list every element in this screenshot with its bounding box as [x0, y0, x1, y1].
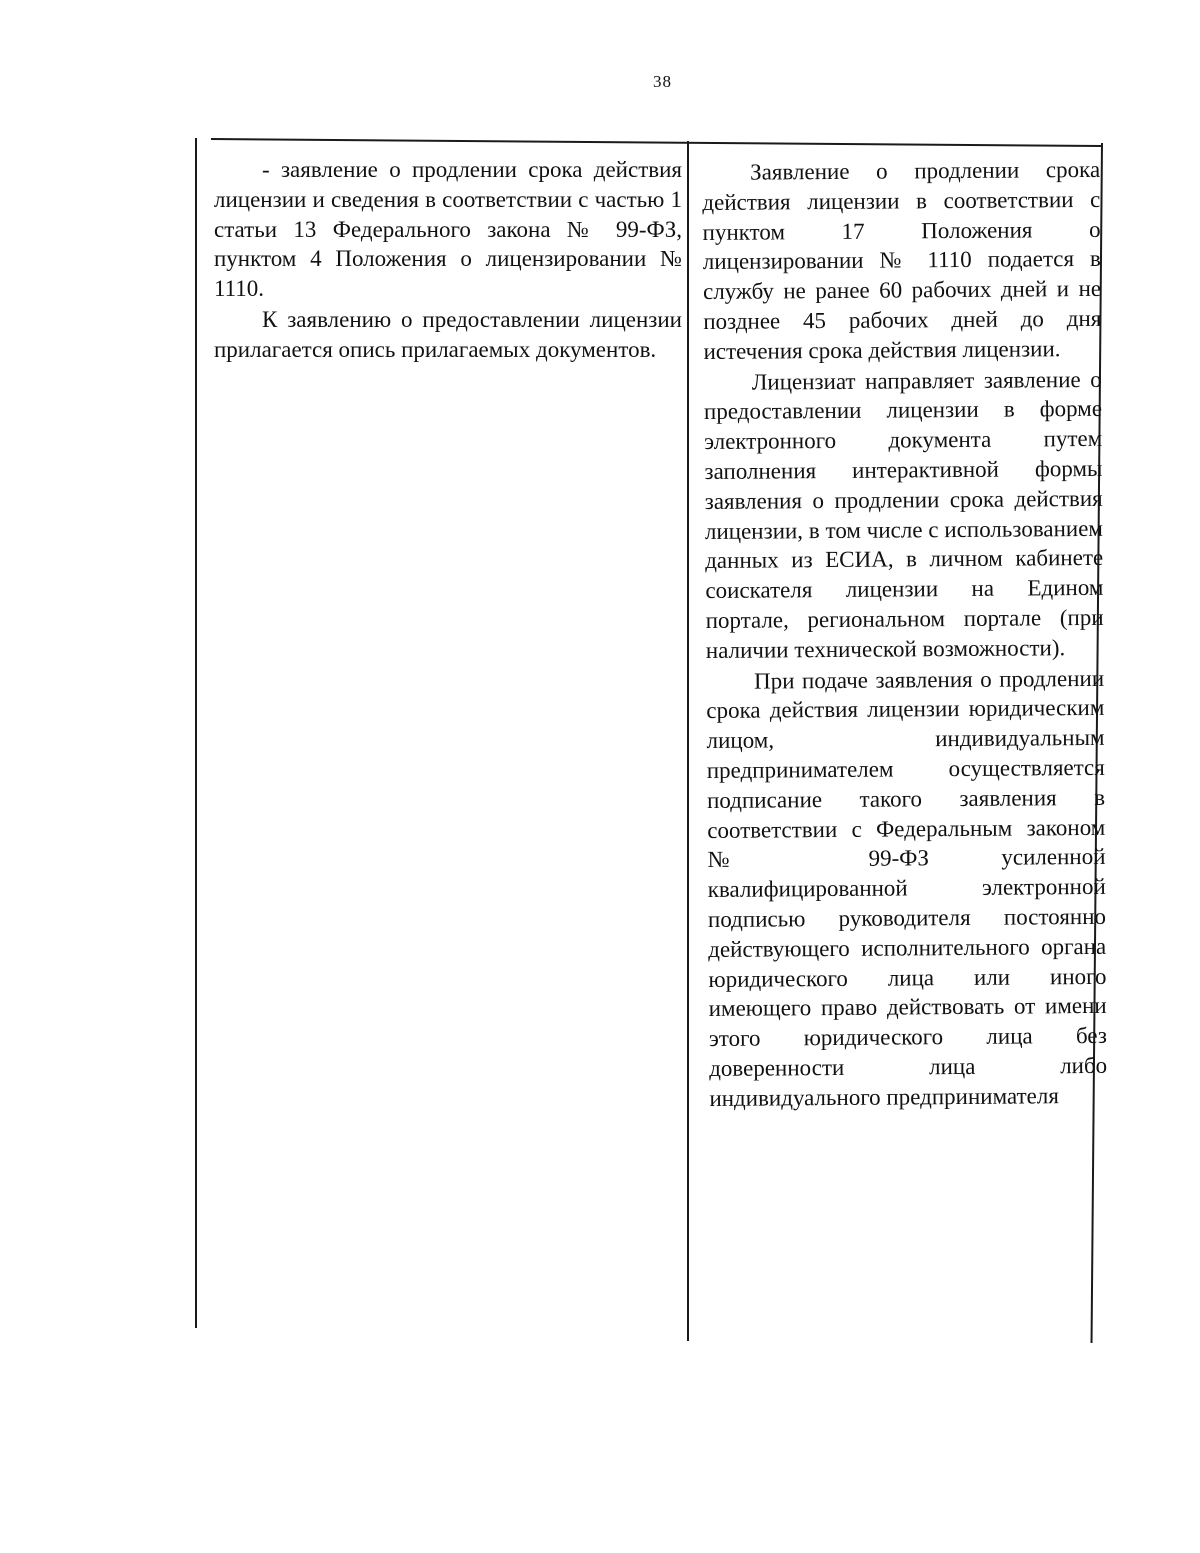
table-column-divider: [687, 141, 689, 1341]
right-column-text: [702, 155, 1108, 1115]
right-paragraph-1: Заявление о продлении срока действия лицензии в соответствии с пунктом 17 Положения о лицензировании № 1110 подается в службу не ранее 60 рабочих дней и не позднее 45 рабочих дней до дня истечения срока действия лицензии.: [702, 156, 1102, 364]
left-column-text: [214, 155, 682, 366]
left-paragraph-2: К заявлению о предоставлении лицензии прилагается опись прилагаемых документов.: [214, 306, 682, 362]
left-paragraph-1: - заявление о продлении срока действия лицензии и сведения в соответствии с частью 1 статьи 13 Федерального закона № 99-ФЗ, пунктом 4 Положения о лицензировании № 1110.: [214, 157, 682, 302]
right-paragraph-2: Лицензиат направляет заявление о предоставлении лицензии в форме электронного документа путем заполнения интерактивной формы заявления о продлении срока действия лицензии, в том числе с использованием данных из ЕСИА, в личном кабинете соискателя лицензии на Едином портале, региональном портале (при наличии технической возможности).: [703, 366, 1104, 663]
table-top-border: [211, 138, 1101, 147]
right-paragraph-3: При подаче заявления о продлении срока действия лицензии юридическим лицом, индивидуальным предпринимателем осуществляется подписание такого заявления в соответствии с Федеральным законом № 99-ФЗ усиленной квалифицированной электронной подписью руководителя постоянно действующего исполнительного органа юридического лица или иного имеющего право действовать от имени этого юридического лица без доверенности лица либо индивидуального предпринимателя: [706, 665, 1108, 1111]
table-left-border: [195, 138, 197, 1328]
page-number: 38: [653, 72, 672, 91]
